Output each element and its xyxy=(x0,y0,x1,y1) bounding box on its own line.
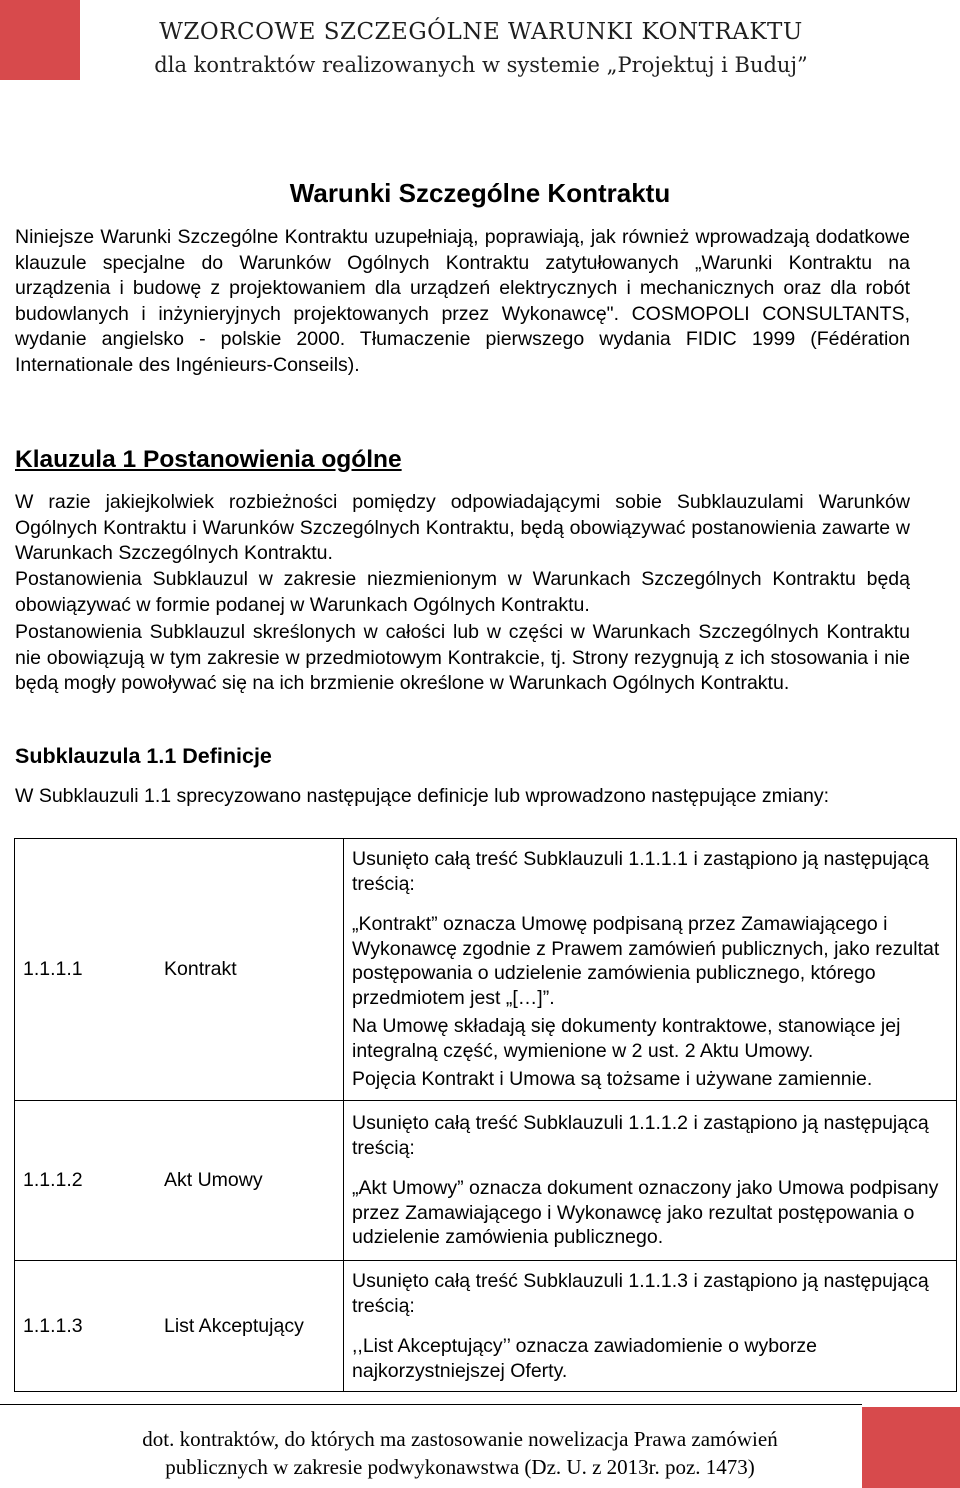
definition-text: Usunięto całą treść Subklauzuli 1.1.1.3 i zastąpiono ją następującą treścią: xyxy=(352,1270,929,1317)
definition-text: „Akt Umowy” oznacza dokument oznaczony jako Umowa podpisany przez Zamawiającego i Wykonawcę jako rezultat postępowania o udzielenie zamówienia publicznego. xyxy=(352,1177,939,1249)
definitions-table xyxy=(14,838,957,1392)
definition-row xyxy=(15,1101,957,1261)
definition-row xyxy=(15,1261,957,1392)
definition-text: ,,List Akceptujący’’ oznacza zawiadomienie o wyborze najkorzystniejszej Oferty. xyxy=(352,1335,817,1382)
intro-paragraph: Niniejsze Warunki Szczególne Kontraktu uzupełniają, poprawiają, jak również wprowadzają dodatkowe klauzule specjalne do Warunków Ogólnych Kontraktu zatytułowanych „Warunki Kontraktu na urządzenia i budowę z projektowaniem dla urządzeń elektrycznych i mechanicznych oraz dla robót budowlanych i inżynieryjnych projektowanych przez Wykonawcę". COSMOPOLI CONSULTANTS, wydanie angielsko - polskie 2000. Tłumaczenie pierwszego wydania FIDIC 1999 (Fédération Internationale des Ingénieurs-Conseils). xyxy=(15,226,910,376)
subclause-1-1-intro: W Subklauzuli 1.1 sprecyzowano następujące definicje lub wprowadzono następujące zmiany: xyxy=(15,785,830,807)
page-footer xyxy=(60,1425,860,1481)
definition-number: 1.1.1.1 xyxy=(15,839,155,1101)
footer-line-1: dot. kontraktów, do których ma zastosowanie nowelizacja Prawa zamówień xyxy=(142,1427,778,1451)
document-header xyxy=(96,16,866,82)
definition-term: Kontrakt xyxy=(154,839,344,1101)
definition-number: 1.1.1.2 xyxy=(15,1101,155,1261)
footer-line-2: publicznych w zakresie podwykonawstwa (Dz. U. z 2013r. poz. 1473) xyxy=(165,1455,755,1479)
definition-text: Usunięto całą treść Subklauzuli 1.1.1.2 i zastąpiono ją następującą treścią: xyxy=(352,1112,929,1159)
clause-1-paragraph-2: Postanowienia Subklauzul w zakresie niezmienionym w Warunkach Szczególnych Kontraktu będą obowiązywać w formie podanej w Warunkach Ogólnych Kontraktu. xyxy=(15,568,910,616)
definition-description xyxy=(344,1101,957,1261)
clause-1-heading: Klauzula 1 Postanowienia ogólne xyxy=(15,446,402,473)
corner-decoration-bottom-right xyxy=(862,1407,960,1488)
definition-description xyxy=(344,1261,957,1392)
header-title: WZORCOWE SZCZEGÓLNE WARUNKI KONTRAKTU xyxy=(159,19,803,45)
definition-text: Pojęcia Kontrakt i Umowa są tożsame i używane zamiennie. xyxy=(352,1068,873,1091)
clause-1-paragraph-1: W razie jakiejkolwiek rozbieżności pomiędzy odpowiadającymi sobie Subklauzulami Warunków Ogólnych Kontraktu i Warunków Szczególnych Kontraktu, będą obowiązywać postanowienia zawarte w Warunkach Szczególnych Kontraktu. xyxy=(15,491,910,564)
definition-term: List Akceptujący xyxy=(154,1261,344,1392)
definition-text: Na Umowę składają się dokumenty kontraktowe, stanowiące jej integralną część, wymienione w 2 ust. 2 Aktu Umowy. xyxy=(352,1015,901,1062)
subclause-1-1-heading: Subklauzula 1.1 Definicje xyxy=(15,744,272,768)
definition-description xyxy=(344,839,957,1101)
definition-term: Akt Umowy xyxy=(154,1101,344,1261)
footer-divider xyxy=(0,1404,862,1405)
definition-row xyxy=(15,839,957,1101)
definition-text: „Kontrakt” oznacza Umowę podpisaną przez Zamawiającego i Wykonawcę zgodnie z Prawem zamówień publicznych, jako rezultat postępowania o udzielenie zamówienia publicznego, którego przedmiotem jest „[…]”. xyxy=(352,913,940,1009)
header-subtitle: dla kontraktów realizowanych w systemie „Projektuj i Buduj” xyxy=(154,53,808,77)
clause-1-paragraph-3: Postanowienia Subklauzul skreślonych w całości lub w części w Warunkach Szczególnych Kontraktu nie obowiązują w tym zakresie w przedmiotowym Kontrakcie, tj. Strony rezygnują z ich stosowania i nie będą mogły powoływać się na ich brzmienie określone w Warunkach Ogólnych Kontraktu. xyxy=(15,621,910,694)
corner-decoration-top-left xyxy=(0,0,80,80)
definition-text: Usunięto całą treść Subklauzuli 1.1.1.1 i zastąpiono ją następującą treścią: xyxy=(352,848,929,895)
definition-number: 1.1.1.3 xyxy=(15,1261,155,1392)
page-title: Warunki Szczególne Kontraktu xyxy=(289,178,671,208)
